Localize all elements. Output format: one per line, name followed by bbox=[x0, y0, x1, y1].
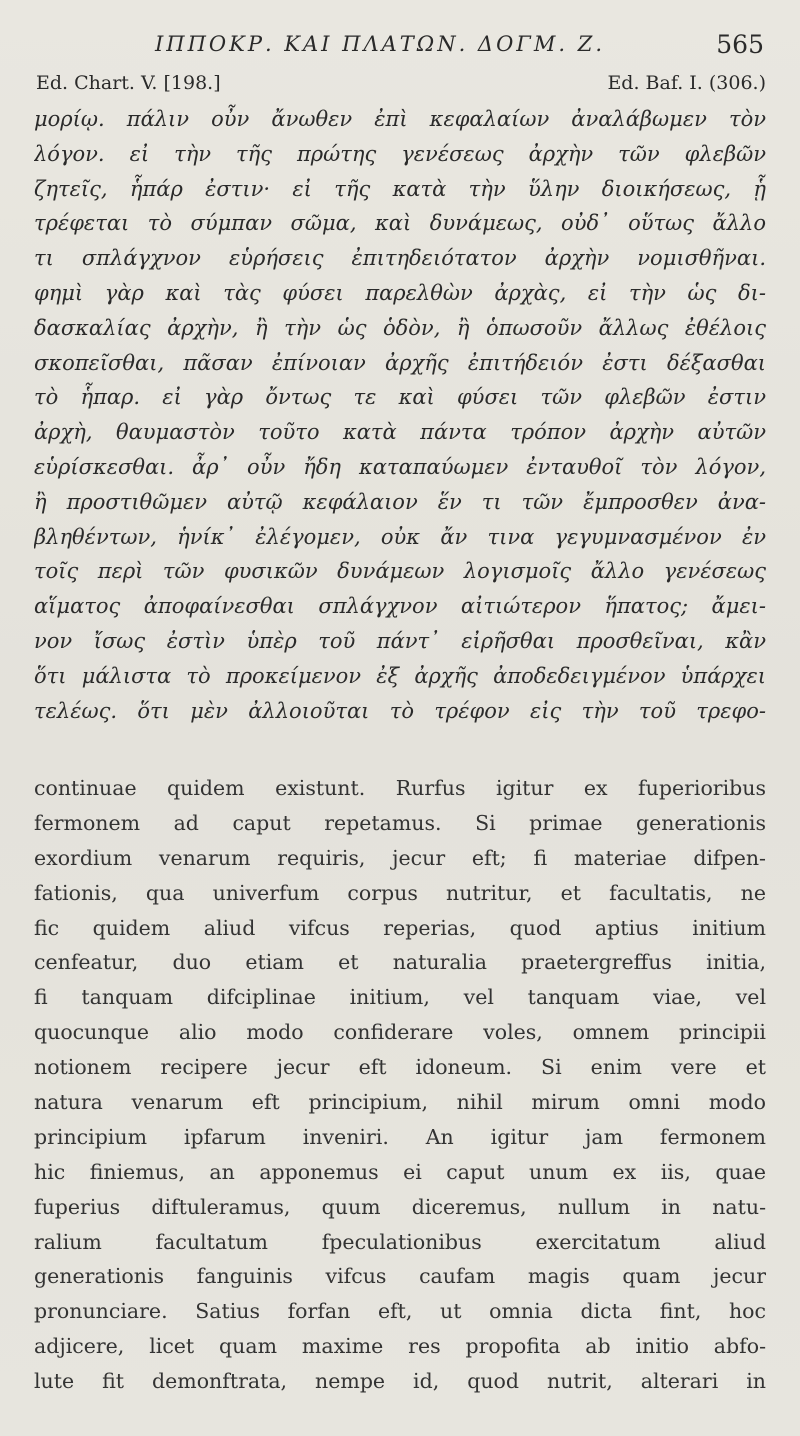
latin-line: adjicere, licet quam maxime res propofita ab initio abfo- bbox=[34, 1334, 766, 1359]
page-header bbox=[0, 30, 800, 64]
greek-line: φημὶ γὰρ καὶ τὰς φύσει παρελθὼν ἀρχὰς, εἰ τὴν ὡς δι- bbox=[34, 280, 766, 305]
greek-line: ἢ προστιθῶμεν αὐτῷ κεφάλαιον ἕν τι τῶν ἔμπροσθεν ἀνα- bbox=[34, 489, 766, 514]
latin-line: fuperius diftuleramus, quum diceremus, nullum in natu- bbox=[34, 1194, 766, 1219]
greek-line: τοῖς περὶ τῶν φυσικῶν δυνάμεων λογισμοῖς ἄλλο γενέσεως bbox=[34, 559, 766, 584]
page-number: 565 bbox=[716, 30, 764, 59]
latin-line: generationis fanguinis vifcus caufam magis quam jecur bbox=[34, 1264, 766, 1289]
latin-line: quocunque alio modo confiderare voles, omnem principii bbox=[34, 1020, 766, 1045]
greek-line: εὑρίσκεσθαι. ἆρ᾽ οὖν ἤδη καταπαύωμεν ἐνταυθοῖ τὸν λόγον, bbox=[34, 454, 766, 479]
greek-line: δασκαλίας ἀρχὴν, ἢ τὴν ὡς ὁδὸν, ἢ ὁπωσοῦν ἄλλως ἐθέλοις bbox=[34, 315, 766, 340]
latin-line: exordium venarum requiris, jecur eft; fi materiae difpen- bbox=[34, 845, 766, 870]
running-title: ΙΠΠΟΚΡ. ΚΑΙ ΠΛΑΤΩΝ. ΔΟΓΜ. Ζ. bbox=[155, 32, 605, 56]
edition-ref-chartier: Ed. Chart. V. [198.] bbox=[36, 72, 221, 94]
greek-line: λόγον. εἰ τὴν τῆς πρώτης γενέσεως ἀρχὴν τῶν φλεβῶν bbox=[34, 141, 766, 166]
greek-line: βληθέντων, ἡνίκ᾽ ἐλέγομεν, οὐκ ἄν τινα γεγυμνασμένον ἐν bbox=[34, 524, 766, 549]
greek-line: τρέφεται τὸ σύμπαν σῶμα, καὶ δυνάμεως, οὐδ᾽ οὕτως ἄλλο bbox=[34, 211, 766, 236]
latin-text-block bbox=[34, 771, 766, 1399]
greek-line: τελέως. ὅτι μὲν ἀλλοιοῦται τὸ τρέφον εἰς τὴν τοῦ τρεφο- bbox=[34, 698, 766, 723]
greek-line: ὅτι μάλιστα τὸ προκείμενον ἐξ ἀρχῆς ἀποδεδειγμένον ὑπάρχει bbox=[34, 663, 766, 688]
latin-line: natura venarum eft principium, nihil mirum omni modo bbox=[34, 1090, 766, 1115]
latin-line: cenfeatur, duo etiam et naturalia praetergreffus initia, bbox=[34, 950, 766, 975]
greek-text-block bbox=[34, 102, 766, 728]
latin-line: hic finiemus, an apponemus ei caput unum ex iis, quae bbox=[34, 1159, 766, 1184]
latin-line: fic quidem aliud vifcus reperias, quod aptius initium bbox=[34, 915, 766, 940]
latin-line: continuae quidem existunt. Rurfus igitur ex fuperioribus bbox=[34, 776, 766, 800]
latin-line: fi tanquam difciplinae initium, vel tanquam viae, vel bbox=[34, 985, 766, 1010]
edition-ref-basel: Ed. Baf. I. (306.) bbox=[607, 72, 766, 94]
greek-line: ἀρχὴ, θαυμαστὸν τοῦτο κατὰ πάντα τρόπον ἀρχὴν αὐτῶν bbox=[34, 420, 766, 445]
latin-line: notionem recipere jecur eft idoneum. Si enim vere et bbox=[34, 1055, 766, 1080]
greek-line: νον ἴσως ἐστὶν ὑπὲρ τοῦ πάντ᾽ εἰρῆσθαι προσθεῖναι, κἂν bbox=[34, 628, 766, 653]
greek-line: μορίῳ. πάλιν οὖν ἄνωθεν ἐπὶ κεφαλαίων ἀναλάβωμεν τὸν bbox=[34, 107, 766, 131]
latin-line: ralium facultatum fpeculationibus exercitatum aliud bbox=[34, 1229, 766, 1254]
latin-line: principium ipfarum inveniri. An igitur jam fermonem bbox=[34, 1124, 766, 1149]
greek-line: αἵματος ἀποφαίνεσθαι σπλάγχνον αἰτιώτερον ἥπατος; ἄμει- bbox=[34, 594, 766, 619]
greek-line: ζητεῖς, ἧπάρ ἐστιν· εἰ τῆς κατὰ τὴν ὕλην διοικήσεως, ᾗ bbox=[34, 176, 766, 201]
edition-references bbox=[36, 72, 766, 102]
greek-line: τὸ ἧπαρ. εἰ γὰρ ὄντως τε καὶ φύσει τῶν φλεβῶν ἐστιν bbox=[34, 385, 766, 410]
greek-line: τι σπλάγχνον εὑρήσεις ἐπιτηδειότατον ἀρχὴν νομισθῆναι. bbox=[34, 246, 766, 271]
latin-line: fationis, qua univerfum corpus nutritur, et facultatis, ne bbox=[34, 880, 766, 905]
latin-line: lute fit demonftrata, nempe id, quod nutrit, alterari in bbox=[34, 1369, 766, 1394]
latin-line: fermonem ad caput repetamus. Si primae generationis bbox=[34, 810, 766, 835]
greek-line: σκοπεῖσθαι, πᾶσαν ἐπίνοιαν ἀρχῆς ἐπιτήδειόν ἐστι δέξασθαι bbox=[34, 350, 766, 375]
latin-line: pronunciare. Satius forfan eft, ut omnia dicta fint, hoc bbox=[34, 1299, 766, 1324]
